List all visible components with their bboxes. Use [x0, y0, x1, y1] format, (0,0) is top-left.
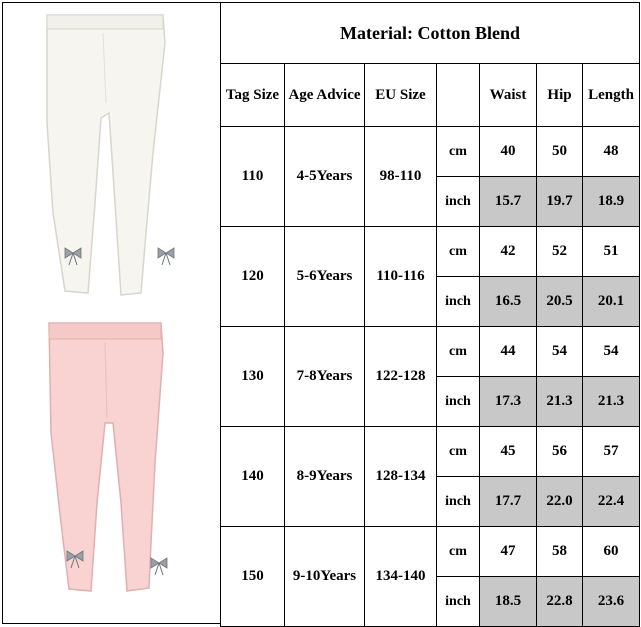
tag-size-cell: 140 [221, 427, 285, 527]
length-inch-cell: 20.1 [583, 277, 640, 327]
unit-inch-cell: inch [437, 277, 480, 327]
unit-cm-cell: cm [437, 127, 480, 177]
waist-cm-cell: 44 [480, 327, 537, 377]
age-advice-cell: 7-8Years [285, 327, 365, 427]
eu-size-cell: 134-140 [365, 527, 437, 627]
header-row [221, 64, 640, 127]
bow-icon [158, 248, 174, 265]
age-advice-cell: 9-10Years [285, 527, 365, 627]
table-row [221, 227, 640, 277]
table-row [221, 327, 640, 377]
waist-inch-cell: 17.7 [480, 477, 537, 527]
hip-cm-cell: 50 [537, 127, 583, 177]
eu-size-cell: 110-116 [365, 227, 437, 327]
unit-cm-cell: cm [437, 427, 480, 477]
material-title: Material: Cotton Blend [221, 3, 640, 64]
waist-cm-cell: 45 [480, 427, 537, 477]
title-row [221, 3, 640, 64]
unit-inch-cell: inch [437, 377, 480, 427]
waist-cm-cell: 40 [480, 127, 537, 177]
leggings-illustration [3, 3, 220, 623]
bow-icon [151, 558, 167, 575]
length-cm-cell: 48 [583, 127, 640, 177]
header-tag-size: Tag Size [221, 64, 285, 127]
age-advice-cell: 4-5Years [285, 127, 365, 227]
tag-size-cell: 120 [221, 227, 285, 327]
waist-inch-cell: 16.5 [480, 277, 537, 327]
header-eu-size: EU Size [365, 64, 437, 127]
header-unit [437, 64, 480, 127]
length-inch-cell: 21.3 [583, 377, 640, 427]
header-age-advice: Age Advice [285, 64, 365, 127]
waist-inch-cell: 17.3 [480, 377, 537, 427]
tag-size-cell: 110 [221, 127, 285, 227]
waist-inch-cell: 18.5 [480, 577, 537, 627]
length-inch-cell: 22.4 [583, 477, 640, 527]
tag-size-cell: 150 [221, 527, 285, 627]
unit-inch-cell: inch [437, 477, 480, 527]
hip-inch-cell: 21.3 [537, 377, 583, 427]
waist-cm-cell: 47 [480, 527, 537, 577]
length-cm-cell: 60 [583, 527, 640, 577]
unit-cm-cell: cm [437, 527, 480, 577]
hip-inch-cell: 22.8 [537, 577, 583, 627]
age-advice-cell: 8-9Years [285, 427, 365, 527]
waist-cm-cell: 42 [480, 227, 537, 277]
unit-cm-cell: cm [437, 327, 480, 377]
white-leggings-image [47, 15, 174, 295]
hip-inch-cell: 19.7 [537, 177, 583, 227]
table-row [221, 127, 640, 177]
hip-inch-cell: 20.5 [537, 277, 583, 327]
unit-inch-cell: inch [437, 577, 480, 627]
length-inch-cell: 18.9 [583, 177, 640, 227]
length-cm-cell: 57 [583, 427, 640, 477]
unit-inch-cell: inch [437, 177, 480, 227]
hip-cm-cell: 58 [537, 527, 583, 577]
unit-cm-cell: cm [437, 227, 480, 277]
hip-inch-cell: 22.0 [537, 477, 583, 527]
header-length: Length [583, 64, 640, 127]
length-cm-cell: 54 [583, 327, 640, 377]
table-row [221, 527, 640, 577]
eu-size-cell: 128-134 [365, 427, 437, 527]
hip-cm-cell: 52 [537, 227, 583, 277]
age-advice-cell: 5-6Years [285, 227, 365, 327]
product-photo-panel [2, 2, 221, 624]
tag-size-cell: 130 [221, 327, 285, 427]
length-inch-cell: 23.6 [583, 577, 640, 627]
header-hip: Hip [537, 64, 583, 127]
hip-cm-cell: 56 [537, 427, 583, 477]
size-chart-body [221, 3, 640, 627]
length-cm-cell: 51 [583, 227, 640, 277]
pink-leggings-image [49, 323, 167, 591]
eu-size-cell: 98-110 [365, 127, 437, 227]
table-row [221, 427, 640, 477]
header-waist: Waist [480, 64, 537, 127]
eu-size-cell: 122-128 [365, 327, 437, 427]
hip-cm-cell: 54 [537, 327, 583, 377]
size-chart-table [220, 2, 640, 627]
waist-inch-cell: 15.7 [480, 177, 537, 227]
